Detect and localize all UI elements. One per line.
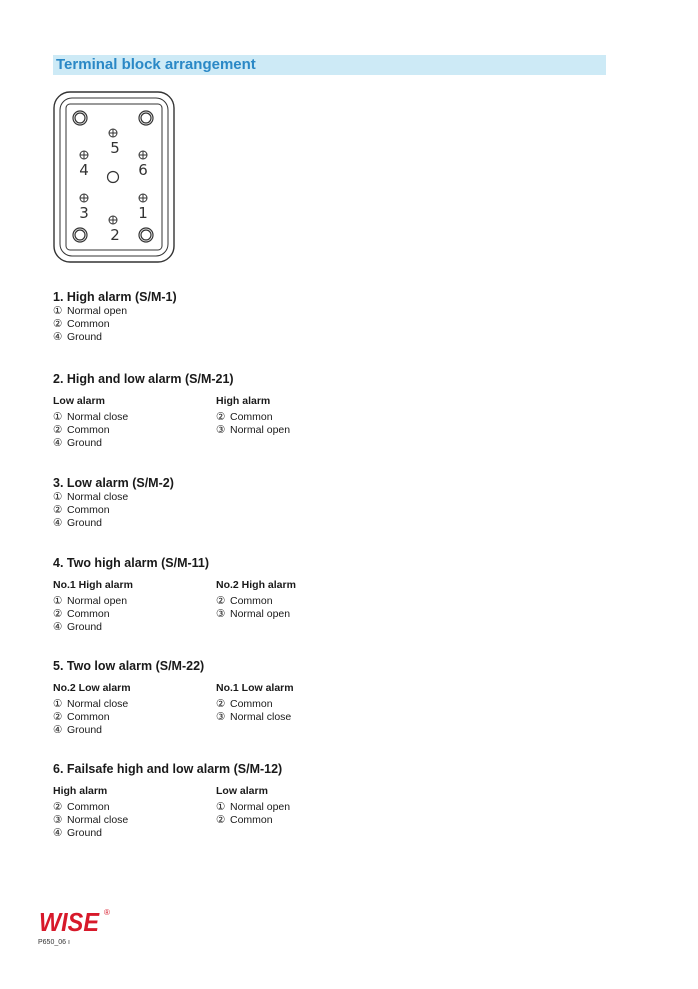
section-title: 4. Two high alarm (S/M-11) <box>53 556 210 570</box>
list-item: ② Common <box>53 711 110 723</box>
column-no2-high-alarm <box>216 571 296 621</box>
terminal-1-icon <box>139 194 147 202</box>
terminal-label-4: 4 <box>79 161 89 179</box>
list-item: ② Common <box>216 814 273 826</box>
column-heading: No.1 High alarm <box>53 579 133 591</box>
list-item: ② Common <box>53 608 110 620</box>
section-title: 1. High alarm (S/M-1) <box>53 290 177 304</box>
terminal-6-icon <box>139 151 147 159</box>
terminal-4-icon <box>80 151 88 159</box>
section-two-low-alarm <box>53 659 613 734</box>
column-heading: Low alarm <box>216 785 268 797</box>
section-failsafe-alarm <box>53 762 613 837</box>
list-item: ② Common <box>216 595 273 607</box>
page-title: Terminal block arrangement <box>56 56 256 73</box>
column-no1-low-alarm <box>216 674 294 724</box>
column-high-alarm <box>53 777 128 840</box>
column-heading: No.1 Low alarm <box>216 682 294 694</box>
column-no1-high-alarm <box>53 571 133 634</box>
list-item: ② Common <box>53 504 110 516</box>
list-item: ① Normal open <box>53 305 128 317</box>
list-item: ③ Normal close <box>216 711 292 723</box>
section-low-alarm <box>53 476 613 530</box>
list-item: ③ Normal open <box>216 424 291 436</box>
list-item: ② Common <box>53 801 110 813</box>
list-item: ② Common <box>53 318 110 330</box>
list-item: ① Normal open <box>53 595 128 607</box>
section-header-banner <box>53 55 606 75</box>
list-item: ④ Ground <box>53 517 103 529</box>
contact-list <box>53 305 613 344</box>
section-high-alarm <box>53 290 613 344</box>
terminal-2-icon <box>109 216 117 224</box>
list-item: ④ Ground <box>53 437 103 449</box>
list-item: ② Common <box>53 424 110 436</box>
list-item: ④ Ground <box>53 621 103 633</box>
page-code: P650_06 ı <box>38 939 70 946</box>
list-item: ① Normal close <box>53 698 129 710</box>
column-no2-low-alarm <box>53 674 131 737</box>
contact-list <box>53 491 613 530</box>
column-heading: No.2 Low alarm <box>53 682 131 694</box>
list-item: ① Normal open <box>216 801 291 813</box>
terminal-3-icon <box>80 194 88 202</box>
column-heading: High alarm <box>216 395 271 407</box>
terminal-label-2: 2 <box>110 226 120 244</box>
section-title: 5. Two low alarm (S/M-22) <box>53 659 205 673</box>
terminal-5-icon <box>109 129 117 137</box>
terminal-label-6: 6 <box>138 161 148 179</box>
list-item: ④ Ground <box>53 827 103 839</box>
column-heading: High alarm <box>53 785 108 797</box>
section-title: 3. Low alarm (S/M-2) <box>53 476 174 490</box>
terminal-label-3: 3 <box>79 204 89 222</box>
section-high-low-alarm <box>53 372 613 447</box>
column-heading: No.2 High alarm <box>216 579 296 591</box>
column-low-alarm <box>53 387 128 450</box>
section-two-high-alarm <box>53 556 613 631</box>
column-high-alarm <box>216 387 290 437</box>
section-title: 2. High and low alarm (S/M-21) <box>53 372 234 386</box>
column-heading: Low alarm <box>53 395 105 407</box>
list-item: ② Common <box>216 698 273 710</box>
terminal-block-diagram <box>53 91 175 263</box>
list-item: ② Common <box>216 411 273 423</box>
list-item: ③ Normal open <box>216 608 291 620</box>
list-item: ③ Normal close <box>53 814 129 826</box>
svg-text:WISE: WISE <box>39 907 100 935</box>
list-item: ④ Ground <box>53 331 103 343</box>
terminal-label-5: 5 <box>110 139 120 157</box>
column-low-alarm <box>216 777 290 827</box>
terminal-label-1: 1 <box>138 204 148 222</box>
list-item: ① Normal close <box>53 491 129 503</box>
list-item: ① Normal close <box>53 411 129 423</box>
wise-logo <box>37 905 117 935</box>
section-title: 6. Failsafe high and low alarm (S/M-12) <box>53 762 283 776</box>
svg-text:®: ® <box>104 908 110 917</box>
list-item: ④ Ground <box>53 724 103 736</box>
